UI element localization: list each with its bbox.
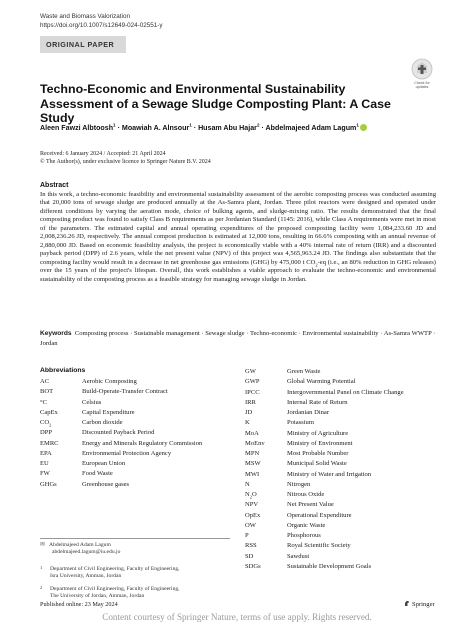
abbreviation-row: N Nitrogen (245, 480, 311, 488)
abbreviations-right-column (245, 367, 404, 572)
doi-link[interactable]: https://doi.org/10.1007/s12649-024-02551-y (40, 21, 163, 29)
journal-header (40, 13, 163, 30)
abbreviation-row: SD Sawdust (245, 552, 310, 560)
received-accepted-dates: Received: 6 January 2024 / Accepted: 21 April 2024 (40, 151, 166, 157)
abbreviations-heading: Abbreviations (40, 367, 86, 374)
crossmark-icon[interactable] (411, 58, 433, 80)
abbreviation-row: IPCC Intergovernmental Panel on Climate Change (245, 388, 404, 396)
abbreviation-row: JD Jordanian Dinar (245, 409, 329, 416)
abbreviation-row: IRR Internal Rate of Return (245, 398, 348, 406)
abbreviation-row: CapEx Capital Expenditure (40, 408, 135, 416)
abbreviation-row: MoEnv Ministry of Environment (245, 439, 353, 447)
abbreviation-row: MSW Municipal Solid Waste (245, 460, 347, 468)
abbreviation-row: EPA Environmental Protection Agency (40, 449, 172, 457)
crossmark-label: Check for updates (414, 81, 430, 90)
abbreviation-row: EU European Union (40, 460, 126, 467)
abbreviation-row: OW Organic Waste (245, 521, 326, 529)
keywords-label: Keywords (40, 330, 72, 337)
abbreviation-row: °C Celsius (40, 398, 102, 406)
corresponding-author: Abdelmajeed Adam Lagum (49, 542, 111, 548)
abbreviation-row: AC Aerobic Composting (40, 378, 137, 385)
affiliation-1: 1 Department of Civil Engineering, Faculty of Engineering, Isra University, Amman, Jordan (40, 565, 180, 580)
orcid-icon[interactable] (360, 124, 367, 131)
abbreviation-row: OpEx Operational Expenditure (245, 511, 352, 519)
abbreviation-row: SDGs Sustainable Development Goals (245, 562, 372, 570)
author-name[interactable]: Husam Abu Hajar (198, 124, 257, 132)
abbreviation-row: GHGs Greenhouse gases (40, 480, 130, 488)
publisher-logo: Springer (404, 600, 435, 608)
article-type-badge: ORIGINAL PAPER (40, 36, 126, 53)
abbreviation-row: GW Green Waste (245, 368, 321, 375)
abbreviation-row: $N_2O$ Nitrous Oxide (245, 491, 325, 500)
abbreviation-row: MWI Ministry of Water and Irrigation (245, 470, 372, 478)
abstract-heading: Abstract (40, 182, 69, 189)
envelope-icon: ✉ (40, 542, 46, 548)
abbreviation-row: GWP Global Warming Potential (245, 378, 356, 386)
author-name[interactable]: Aleen Fawzi Albtoosh (40, 124, 114, 132)
affiliation-2: 2 Department of Civil Engineering, Faculty of Engineering, The University of Jordan, Amman, Jordan (40, 585, 180, 600)
abbreviation-row: RSS Royal Scientific Society (245, 542, 351, 550)
footnote-divider (40, 538, 230, 539)
corresponding-email[interactable]: abdelmajeed.lagum@iu.edu.jo (52, 549, 121, 556)
copyright-footer: Content courtesy of Springer Nature, terms of use apply. Rights reserved. (102, 612, 372, 622)
keywords-section (40, 329, 436, 348)
abbreviation-row: MPN Most Probable Number (245, 450, 349, 457)
abbreviation-row: BOT Build-Operate-Transfer Contract (40, 388, 168, 396)
abstract-text: In this work, a techno-economic feasibility and environmental sustainability assessment of the aerobic composting process was conducted assuming that 20,000 tons of sewage sludge are produced annually at the As-Samra plant, Jordan. Three pilot reactors were designed and operated under different conditions by varying the aeration mode, choice of bulking agents, and sludge-mixing ratio. The results demonstrated that the final composting product was found to satisfy Class B requirements as per Jordanian Standard (1145: 2016), while Class A requirements were met in most of the parameters. The estimated capital and annual operating expenditures of the proposed composting facility were 1,084,233.60 JD and 2,008,236.26 JD, respectively. The annual compost production is estimated at 12,000 tons, resulting in 66.6% composting with an annual revenue of 2,880,000 JD. Based on economic feasibility analysis, the project is economically viable with a 40% internal rate of return (IRR) and a discounted payback period (DPP) of 2.6 years, while the net present value (NPV) of this project was 4,565,963.24 JD. The findings also substantiate that the composting facility would result in a decrease in net greenhouse gas emissions (GHG) by 475,000 t $CO_2-eq$ (i.e., an 80% reduction in GHG releases) over the 15 years of the project's lifespan. Overall, this work establishes a viable approach to evaluate the techno-economic and environmental sustainability of the composting process as a feasible strategy for managing sewage sludge in Jordan. (40, 191, 437, 283)
published-online: Published online: 23 May 2024 (40, 601, 118, 608)
article-title: Techno-Economic and Environmental Sustainability Assessment of a Sewage Sludge Composting Plant: A Case Study (40, 82, 391, 126)
abbreviation-row: P Phosphorous (245, 532, 321, 539)
springer-horse-icon (404, 600, 410, 607)
abbreviations-left-column (40, 377, 202, 490)
correspondence (40, 542, 120, 557)
abbreviation-row: FW Food Waste (40, 470, 113, 478)
abbreviation-row: NPV Net Present Value (245, 501, 334, 509)
license-line: © The Author(s), under exclusive licence to Springer Nature B.V. 2024 (40, 159, 211, 166)
keywords-list: Composting process · Sustainable management · Sewage sludge · Techno-economic · Environmental sustainability · As-Samra WWTP · Jordan (40, 330, 436, 347)
article-dates (40, 150, 211, 166)
abbreviation-row: K Potassium (245, 419, 314, 427)
abbreviation-row: MoA Ministry of Agriculture (245, 429, 349, 437)
abbreviation-row: EMRC Energy and Minerals Regulatory Commission (40, 439, 203, 447)
author-name[interactable]: Abdelmajeed Adam Lagum (265, 124, 357, 132)
author-list: Aleen Fawzi Albtoosh$^1$ · Moawiah A. Alnsour$^1$ · Husam Abu Hajar$^2$ · Abdelmajeed Adam Lagum$^1$ (40, 124, 450, 133)
abbreviation-row: DPP Discounted Payback Period (40, 429, 155, 437)
journal-name: Waste and Biomass Valorization (40, 13, 130, 20)
abbreviation-row: $CO_2$ Carbon dioxide (40, 419, 123, 428)
author-name[interactable]: Moawiah A. Alnsour (121, 124, 190, 132)
